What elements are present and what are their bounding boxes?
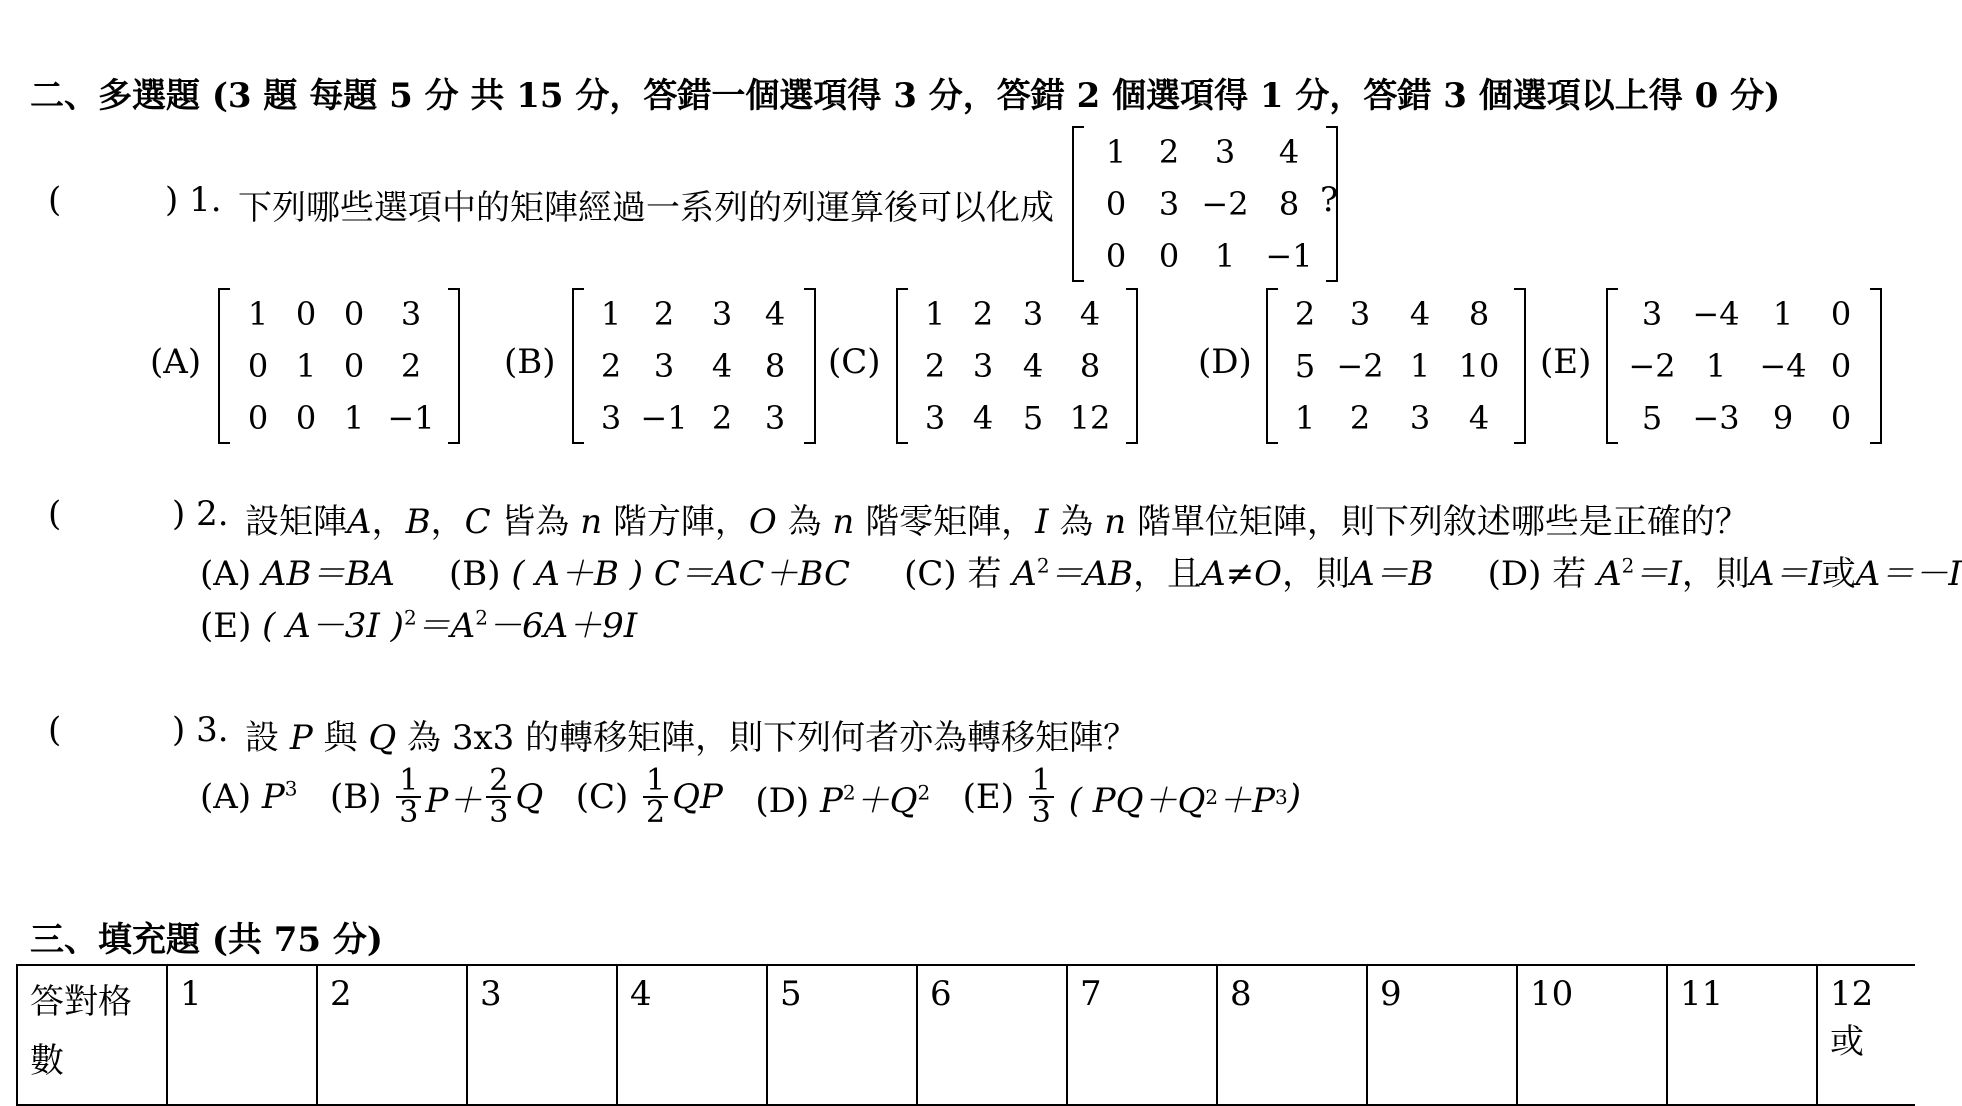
q1-option-c-matrix-cell: 3 (972, 347, 994, 385)
q1-option-d-matrix-cell: −2 (1336, 347, 1384, 385)
answer-count-column-6: 6 (917, 965, 1067, 1105)
q1-option-a-matrix-left-bracket (218, 288, 230, 444)
q1-option-b-matrix-cell: 8 (764, 347, 786, 385)
q3-number: ) 3. (172, 710, 229, 750)
q1-option-b-matrix-cell: 4 (764, 295, 786, 333)
q1-target-matrix-cell: 2 (1158, 133, 1180, 171)
q1-option-e-matrix-cell: −4 (1692, 295, 1740, 333)
q1-option-e-matrix-cell: 3 (1641, 295, 1663, 333)
q2-option-c: (C) 若 $A^2=AB$，且A≠O，則A＝B (904, 553, 1434, 594)
q1-option-a-matrix-cell: 1 (247, 295, 269, 333)
answer-count-column-5: 5 (767, 965, 917, 1105)
q1-target-matrix-left-bracket (1072, 126, 1084, 282)
q1-option-d-matrix-cell: 1 (1294, 399, 1316, 437)
q1-option-b-matrix-cell: 1 (600, 295, 622, 333)
q1-option-c-matrix-cell: 1 (924, 295, 946, 333)
q1-option-a-matrix-right-bracket (448, 288, 460, 444)
q1-option-a-matrix-cell: 0 (343, 347, 365, 385)
q1-option-b-matrix-right-bracket (804, 288, 816, 444)
q1-option-d-matrix-cell: 3 (1349, 295, 1371, 333)
q1-option-b-matrix-cell: 2 (600, 347, 622, 385)
q1-target-matrix-cell: 4 (1278, 133, 1300, 171)
q1-option-a-matrix-cell: 0 (247, 399, 269, 437)
q1-option-a-matrix (218, 288, 460, 444)
q1-target-matrix-cell: 1 (1214, 237, 1236, 275)
q1-option-a-matrix-cell: 1 (295, 347, 317, 385)
answer-count-column-2: 2 (317, 965, 467, 1105)
q1-option-d-matrix-cell: 5 (1294, 347, 1316, 385)
q2-answer-paren-open: ( (48, 494, 62, 534)
q1-target-matrix-cell: 0 (1105, 237, 1127, 275)
q2-option-b: (B) ( A＋B ) C＝AC＋BC (449, 554, 851, 594)
q1-option-c-matrix-cell: 8 (1079, 347, 1101, 385)
q1-target-matrix-cell: −1 (1265, 237, 1313, 275)
q3-option-e-fraction: $\frac{1}{3}$ (1029, 766, 1054, 828)
q1-option-d-matrix-cell: 1 (1409, 347, 1431, 385)
answer-count-column-4: 4 (617, 965, 767, 1105)
q1-option-a-matrix-cell: 0 (343, 295, 365, 333)
q1-option-b-matrix (572, 288, 816, 444)
q1-option-e-matrix-cell: 1 (1705, 347, 1727, 385)
q1-option-b-matrix-cell: 2 (711, 399, 733, 437)
q1-option-d-matrix-cell: 2 (1294, 295, 1316, 333)
q1-option-c-matrix-cell: 5 (1022, 399, 1044, 437)
q1-option-d-matrix-left-bracket (1266, 288, 1278, 444)
q3-option-b-fraction-2: $\frac{2}{3}$ (486, 766, 511, 828)
answer-count-column-10: 10 (1517, 965, 1667, 1105)
q1-option-c-matrix-cell: 2 (924, 347, 946, 385)
answer-count-column-8: 8 (1217, 965, 1367, 1105)
q1-option-a-matrix-cell: 3 (400, 295, 422, 333)
q1-option-b-matrix-left-bracket (572, 288, 584, 444)
q1-option-e-matrix-cell: −3 (1692, 399, 1740, 437)
answer-count-column-9: 9 (1367, 965, 1517, 1105)
q3-option-d: (D) $P^2+Q^2$ (755, 780, 931, 821)
q1-option-d-matrix-cell: 3 (1409, 399, 1431, 437)
q1-number: ) 1. (165, 180, 222, 220)
answer-count-table (16, 964, 1915, 1106)
q1-option-b-label: (B) (504, 342, 556, 382)
q3-option-a: (A) $P^3$ (200, 776, 298, 817)
q1-target-matrix-cell: 3 (1214, 133, 1236, 171)
answer-count-column-11: 11 (1667, 965, 1817, 1105)
q1-option-c-label: (C) (828, 342, 881, 382)
q1-option-b-matrix-cell: 4 (711, 347, 733, 385)
q1-option-d-matrix (1266, 288, 1526, 444)
q1-option-b-matrix-cell: 2 (653, 295, 675, 333)
q1-option-d-matrix-cell: 10 (1458, 347, 1500, 385)
q1-option-e-matrix-cell: 0 (1830, 295, 1852, 333)
q1-option-c-matrix-cell: 4 (1079, 295, 1101, 333)
q1-target-matrix-cell: 0 (1158, 237, 1180, 275)
q3-answer-paren-open: ( (48, 710, 62, 750)
q1-option-e-matrix-left-bracket (1606, 288, 1618, 444)
q1-option-e-label: (E) (1540, 342, 1592, 382)
q1-option-e-matrix-right-bracket (1870, 288, 1882, 444)
q1-option-b-matrix-cell: 3 (711, 295, 733, 333)
q1-option-c-matrix-cell: 3 (924, 399, 946, 437)
q1-target-matrix-cell: 3 (1158, 185, 1180, 223)
q1-option-d-matrix-cell: 2 (1349, 399, 1371, 437)
q3-options-row (200, 762, 1301, 832)
q1-option-d-label: (D) (1198, 342, 1252, 382)
q1-option-b-matrix-cell: 3 (600, 399, 622, 437)
q1-option-a-matrix-cell: 0 (295, 295, 317, 333)
q3-option-b-fraction-1: $\frac{1}{3}$ (396, 766, 421, 828)
q1-option-c-matrix-cell: 3 (1022, 295, 1044, 333)
q1-option-c-matrix-cell: 4 (1022, 347, 1044, 385)
q1-option-e-matrix-cell: 9 (1772, 399, 1794, 437)
q1-target-matrix-cell: 1 (1105, 133, 1127, 171)
q1-option-b-matrix-cell: −1 (640, 399, 688, 437)
q1-option-b-matrix-cell: 3 (653, 347, 675, 385)
q1-option-b-matrix-cell: 3 (764, 399, 786, 437)
q3-option-c-fraction: $\frac{1}{2}$ (643, 766, 668, 828)
q1-option-a-matrix-cell: −1 (387, 399, 435, 437)
q2-option-a: (A) AB＝BA (200, 554, 395, 594)
q2-option-e: (E) ( A－3I )$^2=A^2-6A+9I$ (200, 605, 638, 646)
q1-option-c-matrix-right-bracket (1126, 288, 1138, 444)
q1-option-c-matrix-cell: 2 (972, 295, 994, 333)
answer-count-column-7: 7 (1067, 965, 1217, 1105)
q2-option-d: (D) 若 $A^2=I$，則A＝I或A＝－I (1487, 553, 1962, 594)
q1-target-matrix-cell: 8 (1278, 185, 1300, 223)
q1-option-d-matrix-right-bracket (1514, 288, 1526, 444)
q1-option-e-matrix-cell: 0 (1830, 347, 1852, 385)
q3-stem: 設 P 與 Q 為 3x3 的轉移矩陣，則下列何者亦為轉移矩陣？ (245, 718, 1138, 758)
q1-option-c-matrix-left-bracket (896, 288, 908, 444)
q1-option-e-matrix-cell: 1 (1772, 295, 1794, 333)
section-3-title: 三、填充題 (共 75 分) (30, 920, 383, 960)
answer-count-table-row (17, 965, 1915, 1105)
q1-text: 下列哪些選項中的矩陣經過一系列的列運算後可以化成 (238, 188, 1054, 228)
q1-option-c-matrix-cell: 4 (972, 399, 994, 437)
q1-option-a-matrix-cell: 0 (247, 347, 269, 385)
q1-option-a-label: (A) (150, 342, 202, 382)
q1-option-c-matrix (896, 288, 1138, 444)
q1-option-e-matrix-cell: 0 (1830, 399, 1852, 437)
q3-option-e: (E) $\frac{1}{3}$ ( PQ＋Q 2 ＋P 3 ) (962, 763, 1302, 830)
answer-count-column-3: 3 (467, 965, 617, 1105)
q1-option-c-matrix-cell: 12 (1069, 399, 1111, 437)
q3-option-b: (B) $\frac{1}{3}$ P＋ $\frac{2}{3}$ Q (329, 763, 544, 830)
q1-option-d-matrix-cell: 4 (1409, 295, 1431, 333)
q3-option-c: (C) $\frac{1}{2}$ QP (575, 763, 723, 830)
q1-option-a-matrix-cell: 2 (400, 347, 422, 385)
section-2-title: 二、多選題 (3 題 每題 5 分 共 15 分，答錯一個選項得 3 分，答錯 2 個選項得 1 分，答錯 3 個選項以上得 0 分) (30, 76, 1781, 116)
q1-option-d-matrix-cell: 4 (1468, 399, 1490, 437)
answer-count-column-12: 12 或 (1817, 965, 1915, 1105)
q1-question-mark: ? (1320, 180, 1339, 220)
q1-option-e-matrix-cell: 5 (1641, 399, 1663, 437)
q1-target-matrix-cell: −2 (1201, 185, 1249, 223)
answer-count-column-1: 1 (167, 965, 317, 1105)
q1-option-a-matrix-cell: 0 (295, 399, 317, 437)
q1-option-d-matrix-cell: 8 (1468, 295, 1490, 333)
q1-target-matrix (1072, 126, 1338, 282)
q1-option-e-matrix (1606, 288, 1882, 444)
q1-option-a-matrix-cell: 1 (343, 399, 365, 437)
q1-option-e-matrix-cell: −4 (1759, 347, 1807, 385)
q2-options-row-1 (200, 546, 1962, 595)
answer-count-header-cell: 答對格 數 (17, 965, 167, 1105)
q1-target-matrix-cell: 0 (1105, 185, 1127, 223)
q1-answer-paren-open: ( (48, 180, 62, 220)
q2-number: ) 2. (172, 494, 229, 534)
q1-option-e-matrix-cell: −2 (1628, 347, 1676, 385)
q2-stem: 設矩陣A，B，C 皆為 n 階方陣，O 為 n 階零矩陣，I 為 n 階單位矩陣，則下列敘述哪些是正確的？ (245, 502, 1749, 542)
